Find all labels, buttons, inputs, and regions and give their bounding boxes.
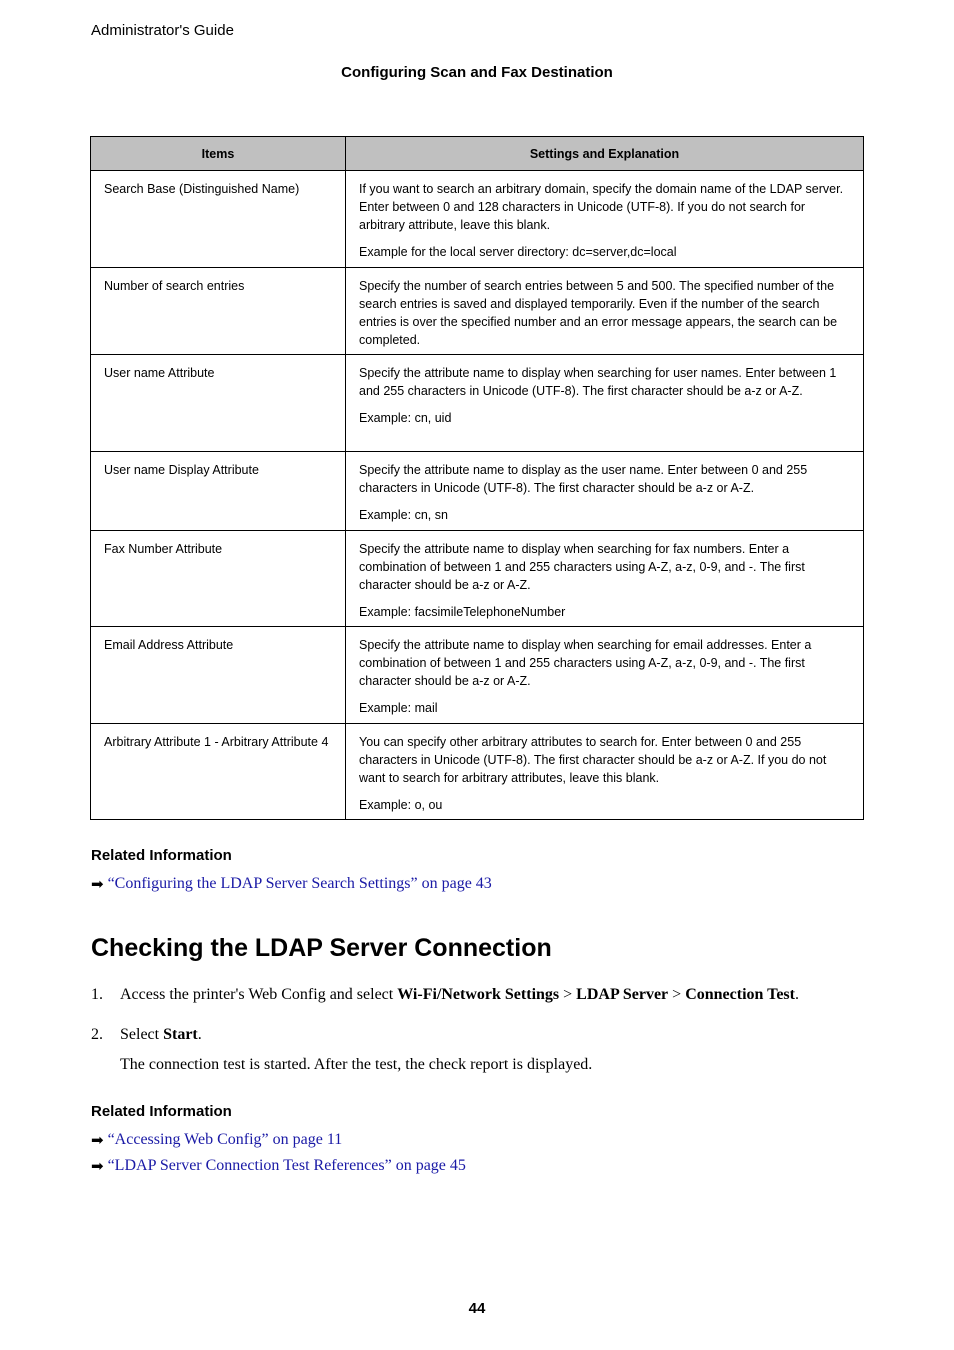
example-text: Example: cn, uid xyxy=(359,411,452,425)
step-text-segment: . xyxy=(794,986,799,1003)
page-number: 44 xyxy=(468,1300,486,1317)
section-heading: Checking the LDAP Server Connection xyxy=(91,934,552,962)
example-text: Example: o, ou xyxy=(359,798,443,812)
item-cell: Fax Number Attribute xyxy=(91,531,346,627)
arrow-right-icon: ➡ xyxy=(91,875,104,893)
table-row xyxy=(91,531,864,627)
start-button-label: Start xyxy=(163,1026,198,1043)
explanation-text: You can specify other arbitrary attributes to search for. Enter between 0 and 255 characters in Unicode (UTF-8). The first character should be a-z or A-Z. If you do not want to search for arbitrary attributes, leave this blank. xyxy=(359,735,827,785)
related-information-title: Related Information xyxy=(91,1103,232,1120)
related-link-row xyxy=(91,1131,342,1149)
step-text-segment: Access the printer's Web Config and select xyxy=(120,986,398,1003)
item-cell: Search Base (Distinguished Name) xyxy=(91,171,346,268)
menu-path-ldap-server: LDAP Server xyxy=(576,986,669,1003)
item-cell: Email Address Attribute xyxy=(91,627,346,724)
explanation-cell xyxy=(346,531,864,627)
table-row xyxy=(91,452,864,531)
explanation-cell xyxy=(346,171,864,268)
step-1-text xyxy=(120,986,799,1004)
column-header-items: Items xyxy=(91,137,346,171)
explanation-text: If you want to search an arbitrary domain, specify the domain name of the LDAP server. Enter between 0 and 128 characters in Unicode (UTF-8). If you do not search for arbitrary attribute, leave this blank. xyxy=(359,182,844,232)
explanation-text: Specify the number of search entries between 5 and 500. The specified number of the search entries is saved and displayed temporarily. Even if the number of the search entries is over the specified number and an error message appears, the search can be completed. xyxy=(359,279,838,347)
section-header: Configuring Scan and Fax Destination xyxy=(341,64,613,81)
table-row xyxy=(91,268,864,355)
running-header: Administrator's Guide xyxy=(91,22,234,39)
explanation-text: Specify the attribute name to display when searching for fax numbers. Enter a combination of between 1 and 255 characters using A-Z, a-z, 0-9, and -. The first character should be a-z or A-Z. xyxy=(359,542,805,592)
explanation-text: Specify the attribute name to display as the user name. Enter between 0 and 255 characters in Unicode (UTF-8). The first character should be a-z or A-Z. xyxy=(359,463,808,495)
menu-path-connection-test: Connection Test xyxy=(685,986,795,1003)
arrow-right-icon: ➡ xyxy=(91,1157,104,1175)
item-cell: User name Attribute xyxy=(91,355,346,452)
table-row xyxy=(91,724,864,820)
related-information-title: Related Information xyxy=(91,847,232,864)
step-text-segment: Select xyxy=(120,1026,164,1043)
step-number: 1. xyxy=(91,986,103,1003)
example-text: Example: cn, sn xyxy=(359,508,448,522)
menu-path-separator: > xyxy=(559,986,577,1003)
table-header-row xyxy=(91,137,864,171)
table-row xyxy=(91,171,864,268)
related-link[interactable]: “Accessing Web Config” on page 11 xyxy=(107,1131,343,1148)
explanation-text: Specify the attribute name to display when searching for user names. Enter between 1 and 255 characters in Unicode (UTF-8). The first character should be a-z or A-Z. xyxy=(359,366,837,398)
step-number: 2. xyxy=(91,1026,103,1043)
example-text: Example for the local server directory: dc=server,dc=local xyxy=(359,245,677,259)
example-text: Example: facsimileTelephoneNumber xyxy=(359,605,566,619)
item-cell: Number of search entries xyxy=(91,268,346,355)
table-row xyxy=(91,627,864,724)
step-text-segment: . xyxy=(197,1026,202,1043)
related-link-row xyxy=(91,875,492,893)
explanation-cell xyxy=(346,627,864,724)
item-cell: User name Display Attribute xyxy=(91,452,346,531)
explanation-cell xyxy=(346,452,864,531)
column-header-settings: Settings and Explanation xyxy=(346,137,864,171)
table-row xyxy=(91,355,864,452)
step-2-text xyxy=(120,1026,202,1044)
item-cell: Arbitrary Attribute 1 - Arbitrary Attribute 4 xyxy=(91,724,346,820)
explanation-cell xyxy=(346,268,864,355)
explanation-cell xyxy=(346,724,864,820)
step-2-result: The connection test is started. After the test, the check report is displayed. xyxy=(120,1056,593,1073)
explanation-text: Specify the attribute name to display when searching for email addresses. Enter a combination of between 1 and 255 characters using A-Z, a-z, 0-9, and -. The first character should be a-z or A-Z. xyxy=(359,638,812,688)
menu-path-separator: > xyxy=(668,986,686,1003)
example-text: Example: mail xyxy=(359,701,438,715)
explanation-cell xyxy=(346,355,864,452)
related-link-row xyxy=(91,1157,466,1175)
menu-path-wifi-network-settings: Wi-Fi/Network Settings xyxy=(397,986,560,1003)
settings-table xyxy=(90,136,864,820)
arrow-right-icon: ➡ xyxy=(91,1131,104,1149)
related-link[interactable]: “LDAP Server Connection Test References” on page 45 xyxy=(107,1157,466,1174)
related-link[interactable]: “Configuring the LDAP Server Search Settings” on page 43 xyxy=(107,875,492,892)
